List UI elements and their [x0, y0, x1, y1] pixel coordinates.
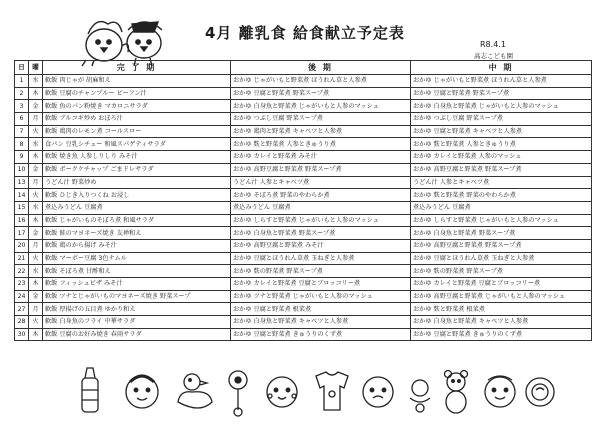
later-stage-cell: おかゆ 高野豆腐と野菜煮 みそ汁 — [231, 239, 411, 252]
day-cell: 14 — [15, 189, 29, 202]
middle-stage-cell: おかゆ 白身魚と野菜煮 じゃがいもと人参のマッシュ — [411, 100, 592, 113]
issue-date: R8.4.1 — [480, 40, 506, 49]
teddy-bear-icon — [445, 371, 468, 414]
table-header-row — [15, 61, 592, 75]
later-stage-cell: おかゆ 白身魚と野菜煮 野菜スープ煮 — [231, 227, 411, 240]
onesie-icon — [316, 372, 348, 410]
table-row — [15, 278, 592, 291]
day-cell: 15 — [15, 201, 29, 214]
middle-stage-cell: おかゆ 高野豆腐と野菜煮 じゃがいもと人参のマッシュ — [411, 290, 592, 303]
middle-stage-cell: おかゆ 高野豆腐と野菜煮 野菜スープ煮 — [411, 239, 592, 252]
middle-stage-cell: おかゆ カレイと野菜煮 人参のマッシュ — [411, 151, 592, 164]
day-cell: 23 — [15, 278, 29, 291]
late-stage-cell: 軟飯 マーボー豆腐 3色ナムル — [43, 252, 231, 265]
late-stage-cell: 軟飯 豆腐のお好み焼き 春雨サラダ — [43, 328, 231, 341]
later-stage-cell: おかゆ カレイと野菜煮 みそ汁 — [231, 151, 411, 164]
later-stage-cell: おかゆ 鶏肉と野菜煮 キャベツと人参煮 — [231, 125, 411, 138]
later-stage-cell: おかゆ そぼろ煮 野菜のやわらか煮 — [231, 189, 411, 202]
table-row — [15, 227, 592, 240]
header-late-stage: 完 了 期 — [43, 61, 231, 75]
day-cell: 1 — [15, 75, 29, 88]
page-title: 4月 離乳食 給食献立予定表 — [205, 24, 405, 42]
day-cell: 27 — [15, 303, 29, 316]
weekday-cell: 水 — [29, 201, 43, 214]
duck-toy-icon — [178, 374, 212, 408]
later-stage-cell: おかゆ 白身魚と野菜煮 キャベツと人参煮 — [231, 316, 411, 329]
later-stage-cell: 煮込みうどん 豆腐煮 — [231, 201, 411, 214]
late-stage-cell: 軟飯 肉じゃが 胡麻和え — [43, 75, 231, 88]
pacifier-icon — [410, 380, 430, 412]
table-row — [15, 189, 592, 202]
school-name: 高志こども園 — [474, 52, 513, 60]
later-stage-cell: おかゆ 麩の野菜煮 野菜スープ煮 — [231, 265, 411, 278]
weekday-cell: 木 — [29, 214, 43, 227]
day-cell: 10 — [15, 163, 29, 176]
middle-stage-cell: おかゆ 豆腐とほうれん草煮 玉ねぎと人参煮 — [411, 252, 592, 265]
middle-stage-cell: おかゆ 白身魚と野菜煮 野菜スープ煮 — [411, 227, 592, 240]
late-stage-cell: 軟飯 じゃがいものそぼろ煮 和風サラダ — [43, 214, 231, 227]
header-day: 日 — [15, 61, 29, 75]
day-cell: 9 — [15, 151, 29, 164]
dinner-plate-icon — [526, 378, 554, 406]
table-row — [15, 316, 592, 329]
later-stage-cell: おかゆ ツナと野菜煮 じゃがいもと人参のマッシュ — [231, 290, 411, 303]
baby-face-icon — [363, 377, 393, 407]
weekday-cell: 火 — [29, 316, 43, 329]
weekday-cell: 木 — [29, 151, 43, 164]
menu-table — [14, 60, 592, 341]
table-row — [15, 151, 592, 164]
header-weekday: 曜 — [29, 61, 43, 75]
rattle-icon — [229, 371, 247, 416]
later-stage-cell: うどん汁 人参とキャベツ煮 — [231, 176, 411, 189]
weekday-cell: 金 — [29, 290, 43, 303]
late-stage-cell: 軟飯 鶏肉のレモン煮 コールスロー — [43, 125, 231, 138]
day-cell: 20 — [15, 239, 29, 252]
late-stage-cell: 軟飯 鶏のから揚げ みそ汁 — [43, 239, 231, 252]
later-stage-cell: おかゆ 高野豆腐と野菜煮 野菜スープ煮 — [231, 163, 411, 176]
table-row — [15, 163, 592, 176]
day-cell: 22 — [15, 265, 29, 278]
day-cell: 13 — [15, 176, 29, 189]
later-stage-cell: おかゆ 豆腐と野菜煮 きゅうりのくず煮 — [231, 328, 411, 341]
later-stage-cell: おかゆ 麩と野菜煮 人参ときゅうり煮 — [231, 138, 411, 151]
table-row — [15, 328, 592, 341]
day-cell: 16 — [15, 214, 29, 227]
middle-stage-cell: おかゆ つぶし豆腐 野菜スープ煮 — [411, 113, 592, 126]
weekday-cell: 水 — [29, 265, 43, 278]
table-row — [15, 214, 592, 227]
weekday-cell: 月 — [29, 239, 43, 252]
late-stage-cell: 軟飯 魚のパン粉焼き マカロニサラダ — [43, 100, 231, 113]
baby-items-decoration — [60, 362, 560, 418]
day-cell: 21 — [15, 252, 29, 265]
weekday-cell: 金 — [29, 100, 43, 113]
table-row — [15, 100, 592, 113]
weekday-cell: 金 — [29, 227, 43, 240]
weekday-cell: 月 — [29, 176, 43, 189]
later-stage-cell: おかゆ カレイと野菜煮 豆腐とブロッコリー煮 — [231, 278, 411, 291]
late-stage-cell: 軟飯 白身魚のフライ 中華サラダ — [43, 316, 231, 329]
day-cell: 28 — [15, 316, 29, 329]
later-stage-cell: おかゆ 白身魚と野菜煮 じゃがいもと人参のマッシュ — [231, 100, 411, 113]
late-stage-cell: 軟飯 厚揚げの五目煮 ゆかり和え — [43, 303, 231, 316]
later-stage-cell: おかゆ つぶし豆腐 野菜スープ煮 — [231, 113, 411, 126]
day-cell: 30 — [15, 328, 29, 341]
table-row — [15, 75, 592, 88]
weekday-cell: 金 — [29, 163, 43, 176]
day-cell: 24 — [15, 290, 29, 303]
table-row — [15, 239, 592, 252]
day-cell: 6 — [15, 113, 29, 126]
late-stage-cell: うどん汁 野菜炒め — [43, 176, 231, 189]
late-stage-cell: 軟飯 フィッシュビザ みそ汁 — [43, 278, 231, 291]
table-row — [15, 252, 592, 265]
weekday-cell: 水 — [29, 138, 43, 151]
middle-stage-cell: おかゆ しらすと野菜煮 じゃがいもと人参のマッシュ — [411, 214, 592, 227]
weekday-cell: 木 — [29, 87, 43, 100]
weekday-cell: 火 — [29, 125, 43, 138]
later-stage-cell: おかゆ 豆腐とほうれん草煮 玉ねぎと人参煮 — [231, 252, 411, 265]
later-stage-cell: おかゆ じゃがいもと野菜煮 ほうれん草と人参煮 — [231, 75, 411, 88]
middle-stage-cell: おかゆ 高野豆腐と野菜煮 野菜スープ煮 — [411, 163, 592, 176]
baby-bottle-icon — [82, 368, 98, 412]
late-stage-cell: 煮込みうどん 豆腐煮 — [43, 201, 231, 214]
later-stage-cell: おかゆ しらすと野菜煮 じゃがいもと人参のマッシュ — [231, 214, 411, 227]
header-middle-stage: 中 期 — [411, 61, 592, 75]
late-stage-cell: 軟飯 ひじき入りつくね お浸し — [43, 189, 231, 202]
table-row — [15, 290, 592, 303]
middle-stage-cell: おかゆ 豆腐と野菜煮 キャベツと人参煮 — [411, 125, 592, 138]
baby-face-icon — [126, 376, 158, 408]
table-row — [15, 176, 592, 189]
late-stage-cell: 軟飯 豆腐のチャンプルー ビーフン汁 — [43, 87, 231, 100]
table-row — [15, 138, 592, 151]
middle-stage-cell: おかゆ 白身魚と野菜煮 キャベツと人参煮 — [411, 316, 592, 329]
table-row — [15, 87, 592, 100]
table-row — [15, 113, 592, 126]
middle-stage-cell: うどん汁 人参とキャベツ煮 — [411, 176, 592, 189]
middle-stage-cell: おかゆ 豆腐と野菜煮 野菜スープ煮 — [411, 87, 592, 100]
middle-stage-cell: おかゆ じゃがいもと野菜煮 ほうれん草と人参煮 — [411, 75, 592, 88]
table-row — [15, 201, 592, 214]
day-cell: 7 — [15, 125, 29, 138]
weekday-cell: 木 — [29, 278, 43, 291]
middle-stage-cell: おかゆ 麩と野菜煮 根菜煮 — [411, 303, 592, 316]
late-stage-cell: 軟飯 焼き魚 人参しりしり みそ汁 — [43, 151, 231, 164]
table-row — [15, 303, 592, 316]
day-cell: 8 — [15, 138, 29, 151]
middle-stage-cell: 煮込みうどん 豆腐煮 — [411, 201, 592, 214]
later-stage-cell: おかゆ 豆腐と野菜煮 野菜スープ煮 — [231, 87, 411, 100]
late-stage-cell: 軟飯 鮭のマヨネーズ焼き 友禅和え — [43, 227, 231, 240]
late-stage-cell: 軟飯 ポークケチャップ ごまドレサラダ — [43, 163, 231, 176]
middle-stage-cell: おかゆ カレイと野菜煮 豆腐とブロッコリー煮 — [411, 278, 592, 291]
middle-stage-cell: おかゆ 麩の野菜煮 野菜スープ煮 — [411, 265, 592, 278]
middle-stage-cell: おかゆ 麩と野菜煮 人参ときゅうり煮 — [411, 138, 592, 151]
weekday-cell: 水 — [29, 75, 43, 88]
later-stage-cell: おかゆ 豆腐と野菜煮 根菜煮 — [231, 303, 411, 316]
day-cell: 3 — [15, 100, 29, 113]
baby-face-icon — [267, 377, 297, 407]
day-cell: 17 — [15, 227, 29, 240]
late-stage-cell: 軟飯 ツナとじゃがいものマヨネーズ焼き 野菜スープ — [43, 290, 231, 303]
header-later-stage: 後 期 — [231, 61, 411, 75]
weekday-cell: 月 — [29, 113, 43, 126]
late-stage-cell: 食パン 豆乳シチュー 和風スパゲティサラダ — [43, 138, 231, 151]
weekday-cell: 火 — [29, 189, 43, 202]
weekday-cell: 月 — [29, 303, 43, 316]
day-cell: 2 — [15, 87, 29, 100]
table-row — [15, 125, 592, 138]
weekday-cell: 木 — [29, 328, 43, 341]
late-stage-cell: 軟飯 そぼろ煮 甘酢和え — [43, 265, 231, 278]
weekday-cell: 火 — [29, 252, 43, 265]
late-stage-cell: 軟飯 ブルコギ炒め おぼろ汁 — [43, 113, 231, 126]
middle-stage-cell: おかゆ 豆腐と野菜煮 きゅうりのくず煮 — [411, 328, 592, 341]
middle-stage-cell: おかゆ 麩と野菜煮 野菜のやわらか煮 — [411, 189, 592, 202]
baby-face-icon — [485, 376, 515, 407]
table-row — [15, 265, 592, 278]
